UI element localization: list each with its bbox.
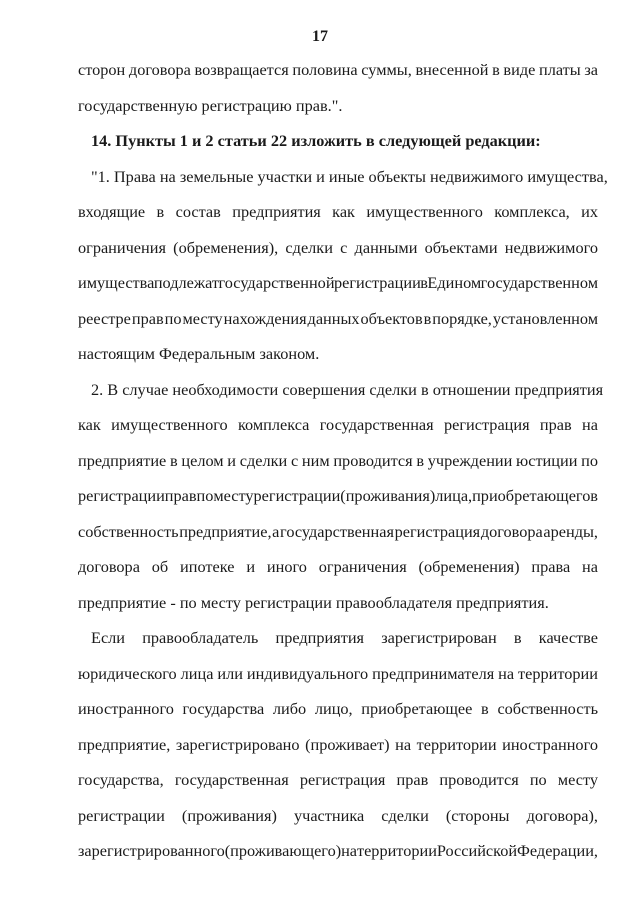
line-text: сторон договора возвращается половина суммы, внесенной в виде платы за [78,60,599,79]
text-line: собственность предприятие, а государственная регистрация договора аренды, [78,521,598,541]
text-line: имущества подлежат государственной регистрации в Едином государственном [78,273,598,292]
text-line: реестре прав по месту нахождения данных объектов в порядке, установленном [78,308,598,328]
heading-text: 14. Пункты 1 и 2 статьи 22 изложить в следующей редакции: [91,131,541,150]
paragraph-continuation [78,52,598,123]
text-line [78,52,598,88]
text-line: иностранного государства либо лицо, приобретающее в собственность [78,699,598,718]
text-line: зарегистрированного (проживающего) на территории Российской Федерации, [78,841,598,860]
text-line: договора об ипотеке и иного ограничения (обременения) права на [78,557,598,576]
text-line: "1. Права на земельные участки и иные объекты недвижимого имущества, [91,166,608,186]
text-line: предприятие - по месту регистрации правообладателя предприятия. [78,592,549,612]
text-line: как имущественного комплекса государственная регистрация прав на [78,415,598,434]
text-line: ограничения (обременения), сделки с данными объектами недвижимого [78,237,598,257]
paragraph-1 [78,159,608,372]
text-line: настоящим Федеральным законом. [78,344,320,363]
section-heading [78,123,598,159]
text-line: предприятие, зарегистрировано (проживает) на территории иностранного [78,734,598,754]
text-line: регистрации (проживания) участника сделки (стороны договора), [78,805,598,825]
page-number: 17 [312,28,328,45]
paragraph-2 [78,372,604,621]
text-line: государства, государственная регистрация прав проводится по месту [78,770,598,789]
text-line: 2. В случае необходимости совершения сделки в отношении предприятия [91,379,604,399]
text-line: юридического лица или индивидуального предпринимателя на территории [78,663,598,683]
text-line: входящие в состав предприятия как имущественного комплекса, их [78,202,598,221]
text-line: Если правообладатель предприятия зарегистрирован в качестве [91,628,598,647]
paragraph-3 [78,620,598,869]
document-body [78,52,608,869]
text-line: регистрации прав по месту регистрации (проживания) лица, приобретающего в [78,486,598,505]
text-line: государственную регистрацию прав.". [78,95,343,115]
text-line: предприятие в целом и сделки с ним проводится в учреждении юстиции по [78,450,598,470]
